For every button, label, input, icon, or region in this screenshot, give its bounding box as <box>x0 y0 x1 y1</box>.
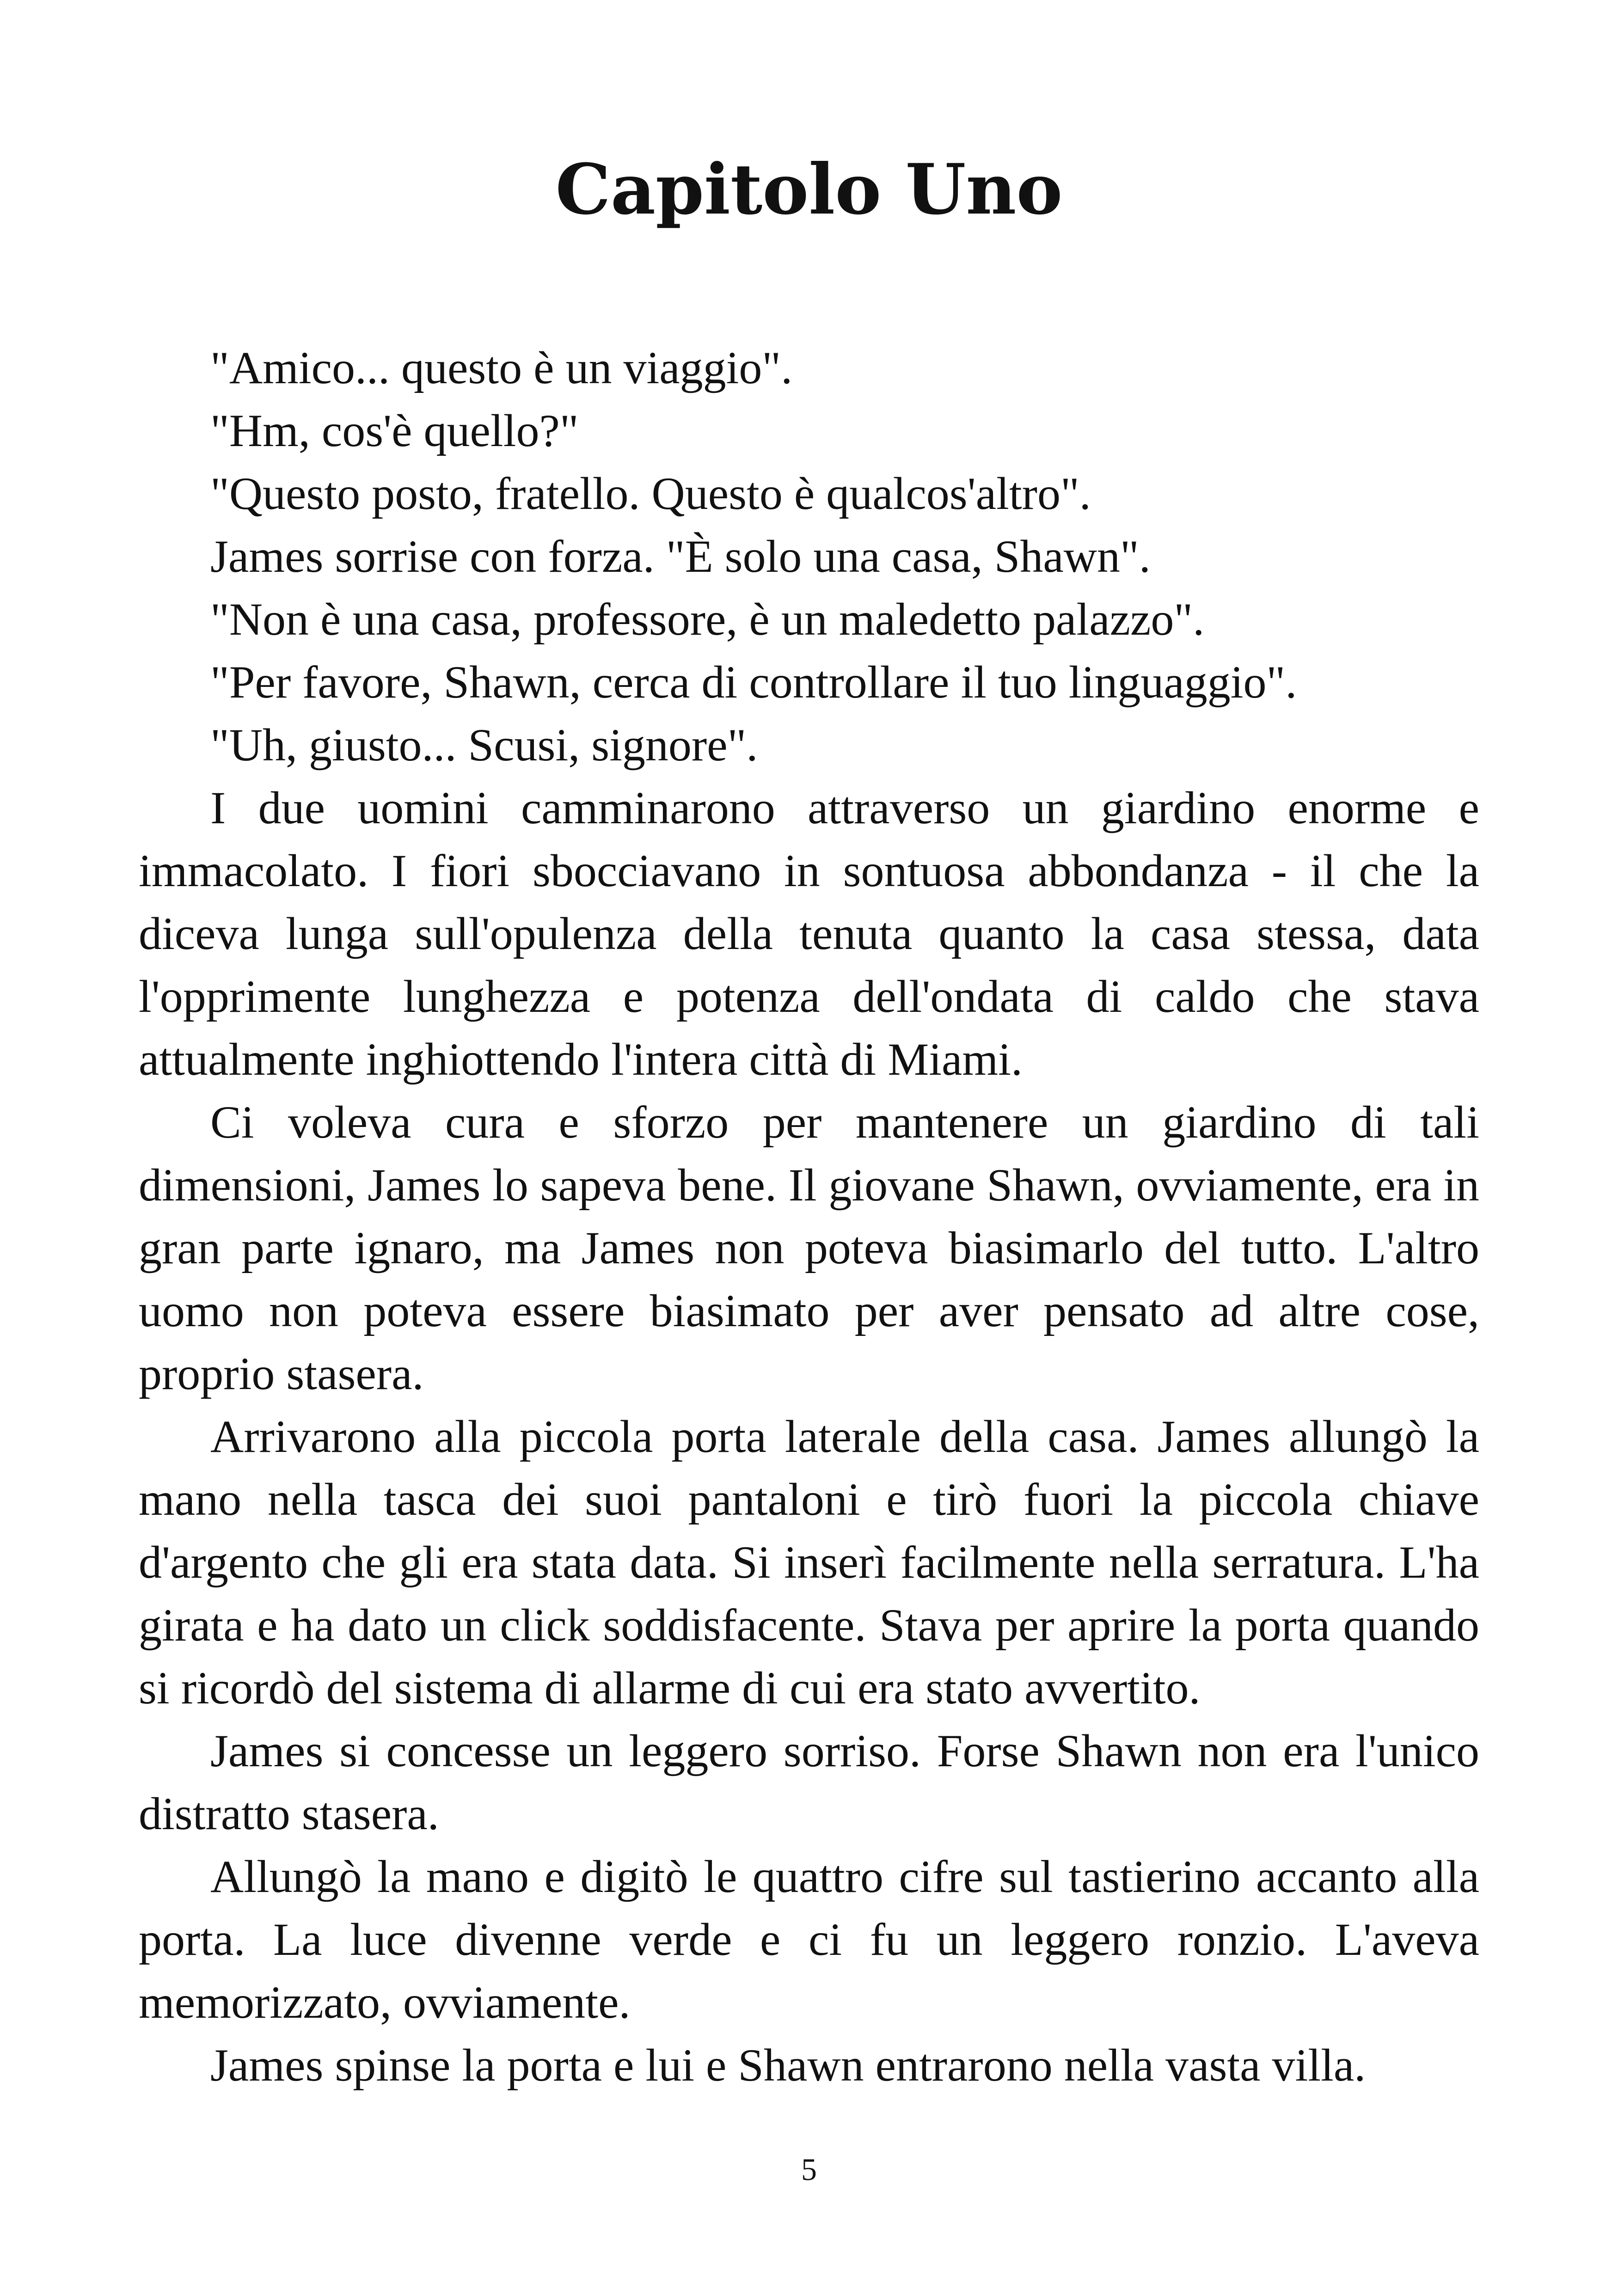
paragraph: "Amico... questo è un viaggio". <box>210 342 793 393</box>
paragraph: James si concesse un leggero sorriso. Forse Shawn non era l'unico distratto stasera. <box>139 1725 1479 1839</box>
paragraph: "Uh, giusto... Scusi, signore". <box>210 719 758 771</box>
paragraph: I due uomini camminarono attraverso un giardino enorme e immacolato. I fiori sbocciavano in sontuosa abbondanza - il che la diceva lunga sull'opulenza della tenuta quanto la casa stessa, data l'opprimente lunghezza e potenza dell'ondata di caldo che stava attualmente inghiottendo l'intera città di Miami. <box>139 782 1479 1085</box>
paragraph: Ci voleva cura e sforzo per mantenere un giardino di tali dimensioni, James lo sapeva bene. Il giovane Shawn, ovviamente, era in gran parte ignaro, ma James non poteva biasimarlo del tutto. L'altro uomo non poteva essere biasimato per aver pensato ad altre cose, proprio stasera. <box>139 1096 1479 1399</box>
paragraph: "Hm, cos'è quello?" <box>210 405 579 456</box>
page-number: 5 <box>801 2152 817 2187</box>
chapter-body <box>139 337 1479 2097</box>
paragraph: James sorrise con forza. "È solo una casa, Shawn". <box>210 531 1151 582</box>
paragraph: "Questo posto, fratello. Questo è qualcos'altro". <box>210 468 1091 519</box>
paragraph: Allungò la mano e digitò le quattro cifre sul tastierino accanto alla porta. La luce divenne verde e ci fu un leggero ronzio. L'aveva memorizzato, ovviamente. <box>139 1851 1479 2028</box>
paragraph: "Per favore, Shawn, cerca di controllare il tuo linguaggio". <box>210 656 1297 708</box>
paragraph: Arrivarono alla piccola porta laterale della casa. James allungò la mano nella tasca dei suoi pantaloni e tirò fuori la piccola chiave d'argento che gli era stata data. Si inserì facilmente nella serratura. L'ha girata e ha dato un click soddisfacente. Stava per aprire la porta quando si ricordò del sistema di allarme di cui era stato avvertito. <box>139 1411 1479 1714</box>
chapter-title: Capitolo Uno <box>555 149 1063 230</box>
paragraph: "Non è una casa, professore, è un maledetto palazzo". <box>210 594 1205 645</box>
paragraph: James spinse la porta e lui e Shawn entrarono nella vasta villa. <box>210 2039 1366 2091</box>
